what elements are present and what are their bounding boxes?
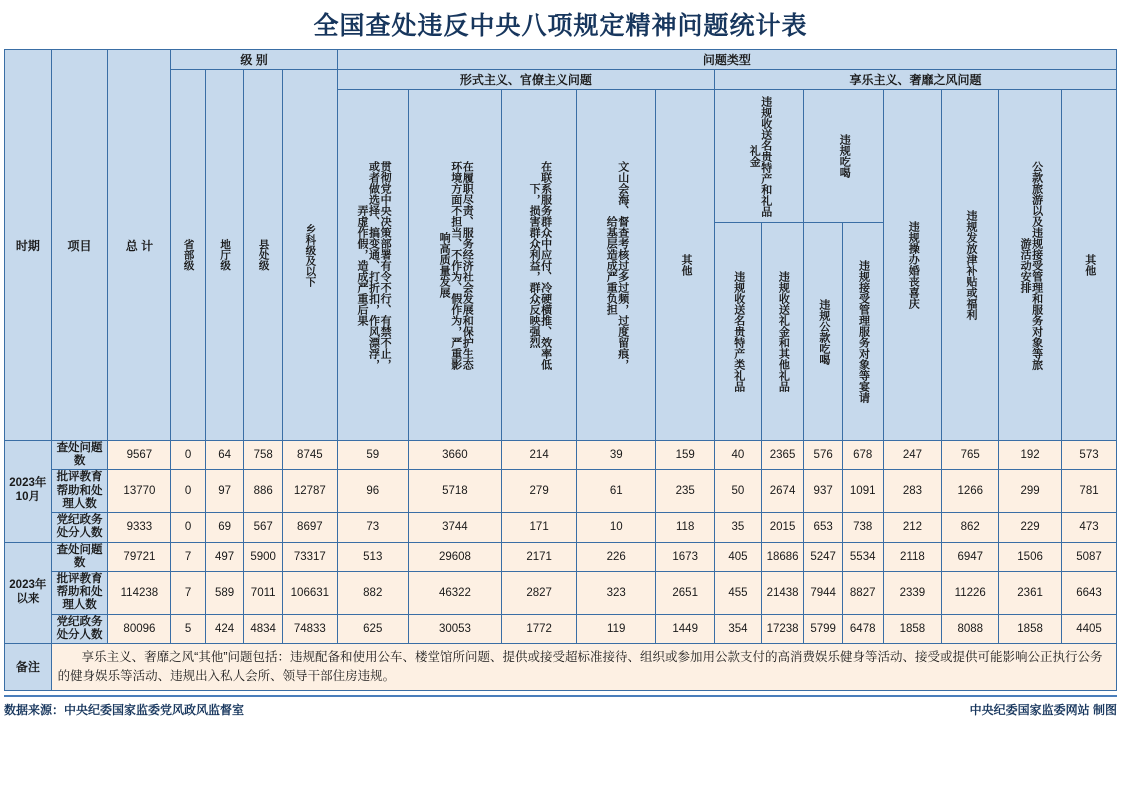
note-label: 备注	[5, 644, 52, 691]
cell-level: 0	[171, 470, 205, 513]
cell-hedonism: 576	[804, 441, 843, 470]
cell-hedonism: 212	[883, 513, 942, 542]
cell-hedonism: 192	[999, 441, 1062, 470]
cell-hedonism: 40	[715, 441, 762, 470]
cell-level: 7	[171, 542, 205, 571]
cell-hedonism: 6478	[842, 614, 883, 643]
footer	[4, 695, 1117, 718]
cell-hedonism: 2118	[883, 542, 942, 571]
cell-formalism: 5718	[408, 470, 501, 513]
cell-hedonism: 1091	[842, 470, 883, 513]
cell-hedonism: 283	[883, 470, 942, 513]
cell-formalism: 10	[577, 513, 656, 542]
footer-credit: 中央纪委国家监委网站 制图	[969, 702, 1117, 717]
cell-hedonism: 8827	[842, 571, 883, 614]
cell-level: 73317	[282, 542, 337, 571]
cell-hedonism: 229	[999, 513, 1062, 542]
cell-hedonism: 1506	[999, 542, 1062, 571]
cell-level: 589	[205, 571, 244, 614]
row-label: 查处问题数	[51, 542, 108, 571]
cell-level: 0	[171, 513, 205, 542]
col-header-formalism-4: 文山会海、督查考核过多过频，过度留痕，给基层造成严重负担	[577, 90, 656, 441]
cell-level: 74833	[282, 614, 337, 643]
cell-hedonism: 18686	[761, 542, 804, 571]
cell-hedonism: 781	[1062, 470, 1117, 513]
cell-level: 7	[171, 571, 205, 614]
cell-formalism: 214	[502, 441, 577, 470]
cell-hedonism: 2365	[761, 441, 804, 470]
cell-hedonism: 247	[883, 441, 942, 470]
cell-hedonism: 678	[842, 441, 883, 470]
col-header-total: 总 计	[108, 50, 171, 441]
cell-formalism: 46322	[408, 571, 501, 614]
table-row	[5, 513, 1117, 542]
cell-hedonism: 1266	[942, 470, 999, 513]
col-header-hedonism-banquet: 违规接受管理服务对象等宴请	[842, 223, 883, 441]
cell-hedonism: 2674	[761, 470, 804, 513]
col-header-hedonism-gift-famous: 违规收送名贵特产类礼品	[715, 223, 762, 441]
cell-hedonism: 35	[715, 513, 762, 542]
cell-formalism: 235	[656, 470, 715, 513]
group-header-formalism: 形式主义、官僚主义问题	[337, 70, 714, 90]
cell-hedonism: 862	[942, 513, 999, 542]
cell-formalism: 882	[337, 571, 408, 614]
cell-hedonism: 405	[715, 542, 762, 571]
cell-hedonism: 17238	[761, 614, 804, 643]
col-header-hedonism-other: 其他	[1062, 90, 1117, 441]
col-header-formalism-1: 贯彻党中央决策部署有令不行、有禁不止，或者做选择、搞变通、打折扣，作风漂浮，弄虚作假，造成严重后果	[337, 90, 408, 441]
cell-formalism: 171	[502, 513, 577, 542]
cell-level: 8697	[282, 513, 337, 542]
table-row	[5, 441, 1117, 470]
cell-hedonism: 738	[842, 513, 883, 542]
cell-formalism: 118	[656, 513, 715, 542]
table-row	[5, 571, 1117, 614]
cell-level: 424	[205, 614, 244, 643]
table-row	[5, 614, 1117, 643]
cell-level: 5900	[244, 542, 283, 571]
cell-total: 9567	[108, 441, 171, 470]
cell-formalism: 513	[337, 542, 408, 571]
cell-level: 8745	[282, 441, 337, 470]
col-header-formalism-3: 在联系服务群众中应付、冷硬横推、效率低下，损害群众利益，群众反映强烈	[502, 90, 577, 441]
period-label-2: 2023年以来	[5, 542, 52, 644]
note-text: 享乐主义、奢靡之风“其他”问题包括：违规配备和使用公车、楼堂馆所问题、提供或接受超标准接待、组织或参加用公款支付的高消费娱乐健身等活动、接受或提供可能影响公正执行公务的健身娱乐等活动、违规出入私人会所、领导干部住房违规。	[51, 644, 1116, 691]
cell-formalism: 226	[577, 542, 656, 571]
cell-hedonism: 937	[804, 470, 843, 513]
cell-hedonism: 7944	[804, 571, 843, 614]
cell-level: 0	[171, 441, 205, 470]
group-header-hedonism: 享乐主义、奢靡之风问题	[715, 70, 1117, 90]
cell-hedonism: 4405	[1062, 614, 1117, 643]
row-label: 批评教育帮助和处理人数	[51, 571, 108, 614]
cell-hedonism: 1858	[883, 614, 942, 643]
cell-formalism: 59	[337, 441, 408, 470]
cell-hedonism: 5247	[804, 542, 843, 571]
cell-formalism: 39	[577, 441, 656, 470]
cell-hedonism: 653	[804, 513, 843, 542]
cell-level: 567	[244, 513, 283, 542]
cell-total: 13770	[108, 470, 171, 513]
col-header-hedonism-public-dining: 违规公款吃喝	[804, 223, 843, 441]
cell-total: 9333	[108, 513, 171, 542]
row-label: 党纪政务处分人数	[51, 614, 108, 643]
cell-hedonism: 5534	[842, 542, 883, 571]
cell-formalism: 2827	[502, 571, 577, 614]
cell-formalism: 279	[502, 470, 577, 513]
cell-hedonism: 1858	[999, 614, 1062, 643]
cell-level: 758	[244, 441, 283, 470]
col-header-level-sheng: 省部级	[171, 70, 205, 441]
cell-level: 4834	[244, 614, 283, 643]
col-header-hedonism-gift-cash: 违规收送礼金和其他礼品	[761, 223, 804, 441]
cell-formalism: 119	[577, 614, 656, 643]
cell-formalism: 29608	[408, 542, 501, 571]
group-header-gift: 违规收送名贵特产和礼品礼金	[715, 90, 804, 223]
cell-level: 886	[244, 470, 283, 513]
row-label: 查处问题数	[51, 441, 108, 470]
cell-hedonism: 455	[715, 571, 762, 614]
cell-formalism: 2651	[656, 571, 715, 614]
cell-level: 64	[205, 441, 244, 470]
page-title: 全国查处违反中央八项规定精神问题统计表	[313, 13, 808, 40]
cell-formalism: 3744	[408, 513, 501, 542]
col-header-project: 项目	[51, 50, 108, 441]
cell-hedonism: 8088	[942, 614, 999, 643]
cell-level: 97	[205, 470, 244, 513]
group-header-level: 级 别	[171, 50, 337, 70]
cell-hedonism: 6643	[1062, 571, 1117, 614]
group-header-problem-type: 问题类型	[337, 50, 1116, 70]
cell-formalism: 625	[337, 614, 408, 643]
table-row	[5, 470, 1117, 513]
group-header-dining: 违规吃喝	[804, 90, 883, 223]
cell-hedonism: 2361	[999, 571, 1062, 614]
cell-formalism: 323	[577, 571, 656, 614]
cell-hedonism: 573	[1062, 441, 1117, 470]
cell-formalism: 1449	[656, 614, 715, 643]
note-row	[5, 644, 1117, 691]
cell-formalism: 61	[577, 470, 656, 513]
cell-level: 5	[171, 614, 205, 643]
cell-formalism: 3660	[408, 441, 501, 470]
row-label: 批评教育帮助和处理人数	[51, 470, 108, 513]
cell-hedonism: 50	[715, 470, 762, 513]
cell-formalism: 2171	[502, 542, 577, 571]
cell-hedonism: 11226	[942, 571, 999, 614]
col-header-hedonism-travel: 公款旅游以及违规接受管理和服务对象等旅游活动安排	[999, 90, 1062, 441]
statistics-table	[4, 49, 1117, 691]
cell-formalism: 73	[337, 513, 408, 542]
col-header-period: 时期	[5, 50, 52, 441]
col-header-hedonism-wedding: 违规操办婚丧喜庆	[883, 90, 942, 441]
cell-level: 12787	[282, 470, 337, 513]
cell-level: 497	[205, 542, 244, 571]
cell-total: 114238	[108, 571, 171, 614]
cell-level: 106631	[282, 571, 337, 614]
table-row	[5, 542, 1117, 571]
cell-formalism: 1772	[502, 614, 577, 643]
cell-hedonism: 6947	[942, 542, 999, 571]
row-label: 党纪政务处分人数	[51, 513, 108, 542]
cell-level: 69	[205, 513, 244, 542]
col-header-level-xiangke: 乡科级及以下	[282, 70, 337, 441]
cell-hedonism: 299	[999, 470, 1062, 513]
period-label-1: 2023年10月	[5, 441, 52, 543]
cell-hedonism: 21438	[761, 571, 804, 614]
cell-hedonism: 5799	[804, 614, 843, 643]
cell-total: 80096	[108, 614, 171, 643]
cell-hedonism: 473	[1062, 513, 1117, 542]
col-header-hedonism-allowance: 违规发放津补贴或福利	[942, 90, 999, 441]
cell-hedonism: 354	[715, 614, 762, 643]
cell-formalism: 159	[656, 441, 715, 470]
cell-total: 79721	[108, 542, 171, 571]
cell-hedonism: 765	[942, 441, 999, 470]
footer-source: 数据来源：中央纪委国家监委党风政风监督室	[4, 702, 245, 717]
cell-formalism: 96	[337, 470, 408, 513]
col-header-level-diting: 地厅级	[205, 70, 244, 441]
col-header-formalism-other: 其他	[656, 90, 715, 441]
cell-hedonism: 2015	[761, 513, 804, 542]
col-header-level-xianchu: 县处级	[244, 70, 283, 441]
cell-formalism: 30053	[408, 614, 501, 643]
cell-level: 7011	[244, 571, 283, 614]
col-header-formalism-2: 在履职尽责、服务经济社会发展和保护生态环境方面不担当、不作为、假作为，严重影响高质量发展	[408, 90, 501, 441]
cell-hedonism: 5087	[1062, 542, 1117, 571]
cell-formalism: 1673	[656, 542, 715, 571]
cell-hedonism: 2339	[883, 571, 942, 614]
